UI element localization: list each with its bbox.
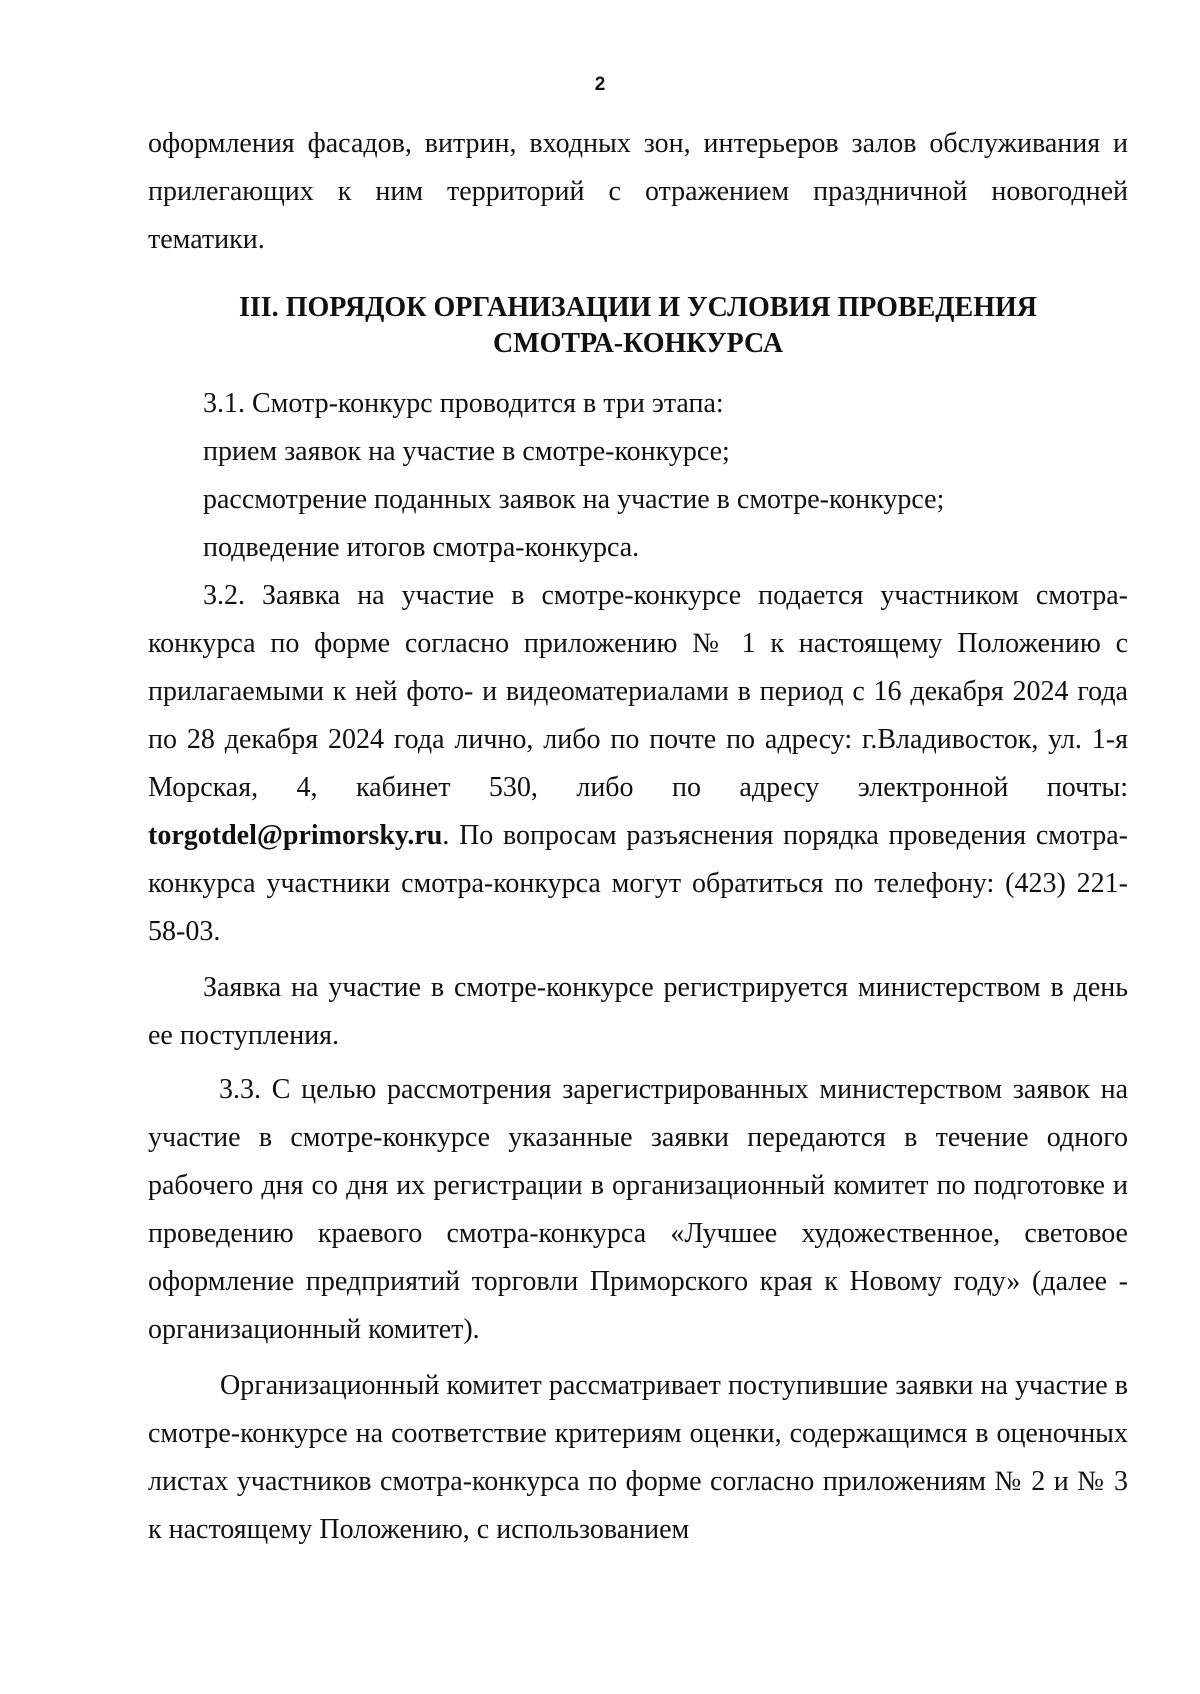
contact-email: torgotdel@primorsky.ru <box>148 820 443 851</box>
clause-3-2-text-before-email: 3.2. Заявка на участие в смотре-конкурсе подается участником смотра-конкурса по форме согласно приложению № 1 к настоящему Положению с прилагаемыми к ней фото- и видеоматериалами в период с 16 декабря 2024 года по 28 декабря 2024 года лично, либо по почте по адресу: г.Владивосток, ул. 1-я Морская, 4, кабинет 530, либо по адресу электронной почты: <box>148 580 1128 803</box>
intro-paragraph: оформления фасадов, витрин, входных зон, интерьеров залов обслуживания и прилегающих к ним территорий с отражением праздничной новогодней тематики. <box>148 128 1128 255</box>
section-heading <box>148 290 1128 362</box>
clause-3-3-committee-paragraph: Организационный комитет рассматривает поступившие заявки на участие в смотре-конкурсе на соответствие критериям оценки, содержащимся в оценочных листах участников смотра-конкурса по форме согласно приложениям № 2 и № 3 к настоящему Положению, с использованием <box>148 1370 1128 1545</box>
clause-3-2-text-after-email: . По вопросам разъяснения порядка проведения смотра-конкурса участники смотра-конкурса могут обратиться по телефону: (423) 221-58-03. <box>148 820 1128 947</box>
section-heading-line-1: III. ПОРЯДОК ОРГАНИЗАЦИИ И УСЛОВИЯ ПРОВЕДЕНИЯ <box>238 292 1038 323</box>
document-body <box>148 120 1128 1554</box>
page-number: 2 <box>594 74 606 95</box>
section-heading-line-2: СМОТРА-КОНКУРСА <box>492 328 784 359</box>
clause-3-1-stage-1: прием заявок на участие в смотре-конкурсе; <box>203 436 730 467</box>
clause-3-2-paragraph <box>148 572 1128 956</box>
clause-3-1-title: 3.1. Смотр-конкурс проводится в три этапа: <box>203 388 724 419</box>
clause-3-2-registration: Заявка на участие в смотре-конкурсе регистрируется министерством в день ее поступления. <box>148 972 1128 1051</box>
clause-3-3-paragraph: 3.3. С целью рассмотрения зарегистрированных министерством заявок на участие в смотре-конкурсе указанные заявки передаются в течение одного рабочего дня со дня их регистрации в организационный комитет по подготовке и проведению краевого смотра-конкурса «Лучшее художественное, световое оформление предприятий торговли Приморского края к Новому году» (далее - организационный комитет). <box>148 1074 1128 1345</box>
clause-3-1-stage-2: рассмотрение поданных заявок на участие в смотре-конкурсе; <box>203 484 945 515</box>
clause-3-1-stage-3: подведение итогов смотра-конкурса. <box>203 532 640 563</box>
